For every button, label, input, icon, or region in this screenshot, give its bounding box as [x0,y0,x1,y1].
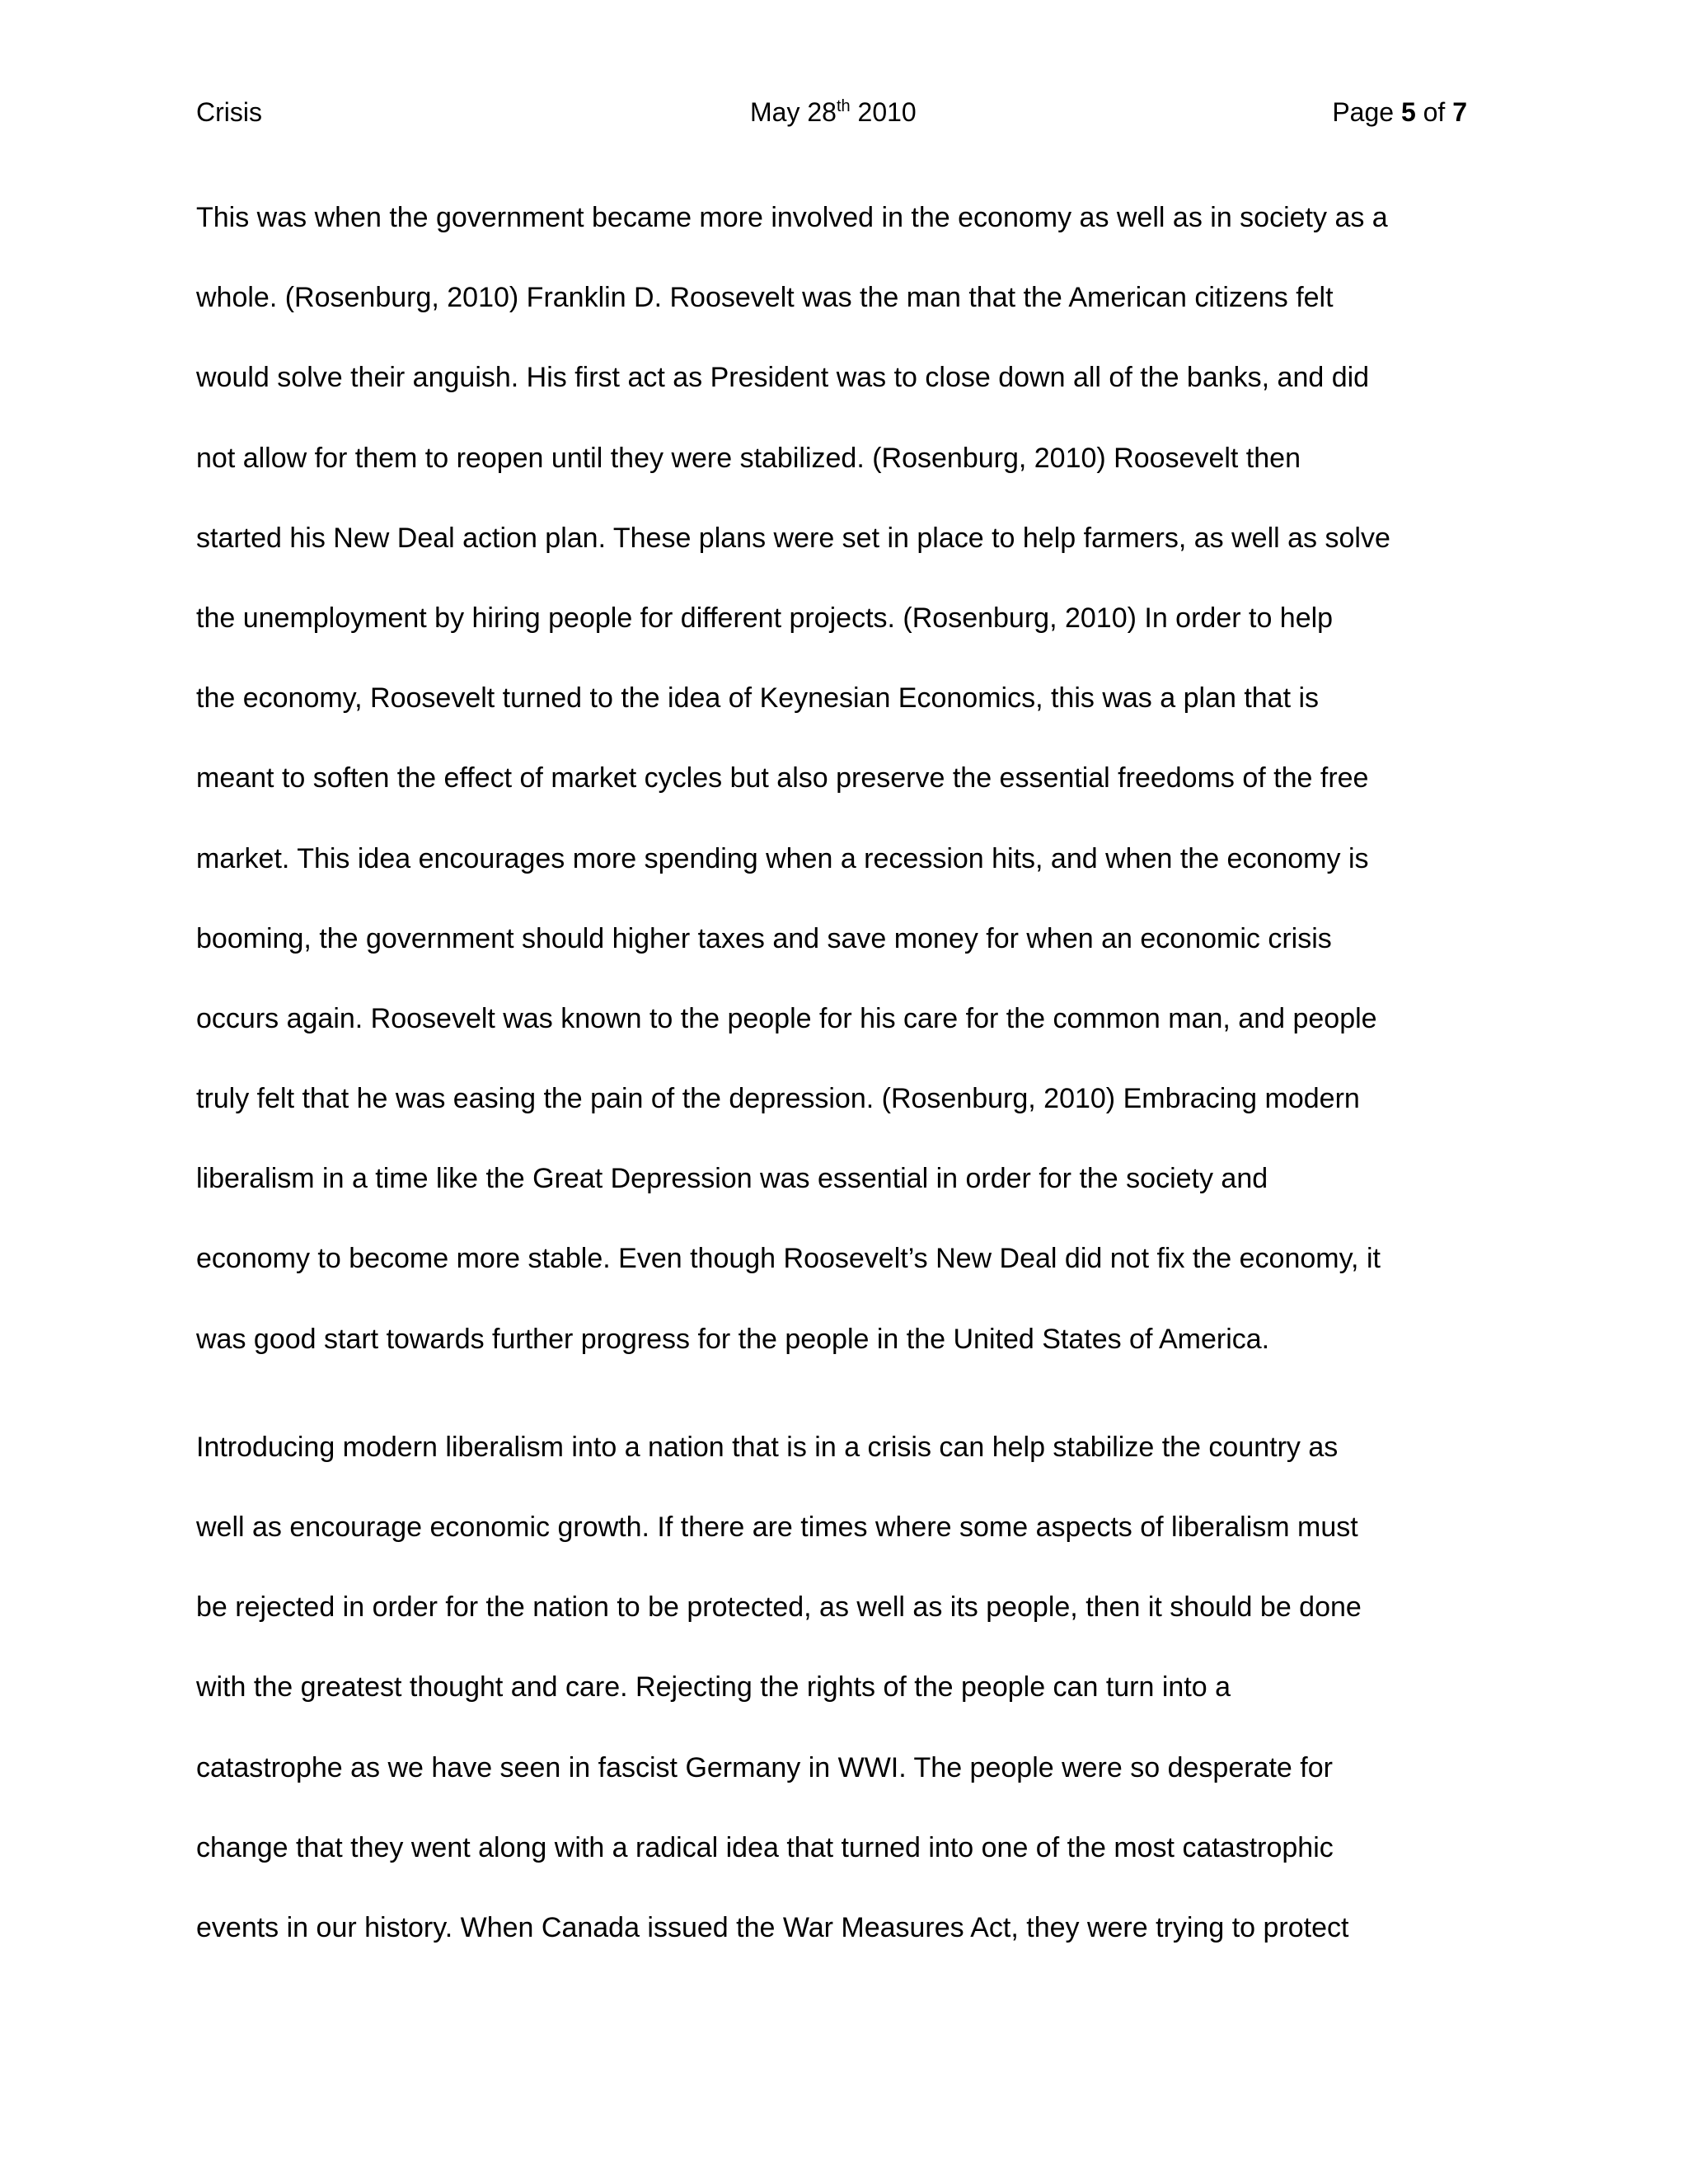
header-title: Crisis [196,97,262,127]
text-line: catastrophe as we have seen in fascist Germany in WWI. The people were so desperate for [196,1751,1333,1783]
text-line: be rejected in order for the nation to be protected, as well as its people, then it should be done [196,1591,1362,1624]
text-line: would solve their anguish. His first act as President was to close down all of the banks, and did [196,362,1370,394]
page-header [196,97,1467,138]
text-line: meant to soften the effect of market cycles but also preserve the essential freedoms of the free [196,762,1369,794]
text-line: occurs again. Roosevelt was known to the people for his care for the common man, and people [196,1002,1377,1034]
text-line: started his New Deal action plan. These plans were set in place to help farmers, as well as solve [196,522,1390,554]
text-line: was good start towards further progress for the people in the United States of America. [196,1323,1270,1355]
header-date [750,97,1080,128]
paragraph-2 [196,1426,1482,1986]
text-line: whole. (Rosenburg, 2010) Franklin D. Roosevelt was the man that the American citizens felt [196,282,1334,314]
text-line: not allow for them to reopen until they were stabilized. (Rosenburg, 2010) Roosevelt then [196,442,1301,474]
text-line: economy to become more stable. Even though Roosevelt’s New Deal did not fix the economy, it [196,1243,1381,1275]
text-line: events in our history. When Canada issued the War Measures Act, they were trying to protect [196,1911,1349,1943]
text-line: change that they went along with a radical idea that turned into one of the most catastrophic [196,1831,1334,1863]
page-current: 5 [1400,97,1416,127]
text-line: the unemployment by hiring people for different projects. (Rosenburg, 2010) In order to help [196,602,1334,634]
body-text [196,196,1482,1986]
text-line: booming, the government should higher taxes and save money for when an economic crisis [196,922,1332,954]
text-line: This was when the government became more involved in the economy as well as in society as a [196,202,1388,233]
text-line: Introducing modern liberalism into a nation that is in a crisis can help stabilize the country as [196,1431,1339,1463]
text-line: the economy, Roosevelt turned to the idea of Keynesian Economics, this was a plan that is [196,682,1320,715]
page-word: Page [1332,97,1401,127]
text-line: liberalism in a time like the Great Depression was essential in order for the society and [196,1163,1268,1195]
header-date-superscript: th [836,97,851,115]
page-total: 7 [1452,97,1467,127]
text-line: market. This idea encourages more spending when a recession hits, and when the economy is [196,842,1369,874]
text-line: with the greatest thought and care. Rejecting the rights of the people can turn into a [196,1671,1231,1704]
header-date-prefix: May 28 [750,97,837,127]
header-date-suffix: 2010 [850,97,917,127]
header-page-number [1332,97,1467,128]
text-line: truly felt that he was easing the pain of the depression. (Rosenburg, 2010) Embracing modern [196,1083,1360,1115]
paragraph-spacer [196,1398,1482,1426]
page-of: of [1415,97,1453,127]
paragraph-1 [196,196,1482,1398]
text-line: well as encourage economic growth. If there are times where some aspects of liberalism must [196,1511,1358,1543]
